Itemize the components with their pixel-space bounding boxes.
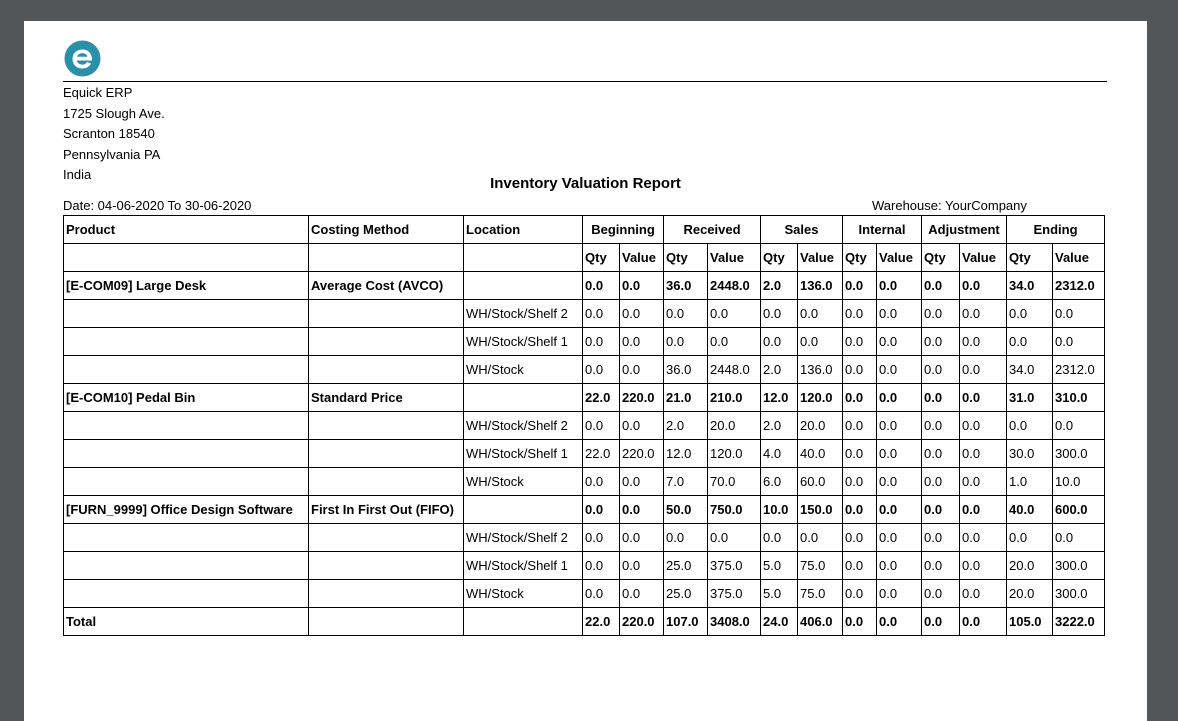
location-row (64, 356, 1105, 384)
value-cell: 0.0 (1053, 300, 1105, 328)
report-warehouse: Warehouse: YourCompany (872, 198, 1027, 213)
qty-cell: 25.0 (664, 552, 708, 580)
costing-method-cell (309, 440, 464, 468)
qty-cell: 0.0 (922, 468, 960, 496)
value-cell: 20.0 (798, 412, 843, 440)
col-header-qty: Qty (1007, 244, 1053, 272)
product-cell: [E-COM09] Large Desk (64, 272, 309, 300)
qty-cell: 34.0 (1007, 272, 1053, 300)
qty-cell: 12.0 (664, 440, 708, 468)
product-cell (64, 440, 309, 468)
total-cell: 0.0 (843, 608, 877, 636)
qty-cell: 0.0 (583, 580, 620, 608)
location-row (64, 300, 1105, 328)
product-cell (64, 412, 309, 440)
value-cell: 0.0 (877, 300, 922, 328)
costing-method-cell (309, 356, 464, 384)
qty-cell: 0.0 (583, 300, 620, 328)
value-cell: 0.0 (960, 272, 1007, 300)
value-cell: 0.0 (877, 524, 922, 552)
value-cell: 0.0 (877, 552, 922, 580)
col-header-qty: Qty (922, 244, 960, 272)
total-row (64, 608, 1105, 636)
value-cell: 136.0 (798, 272, 843, 300)
product-cell (64, 580, 309, 608)
qty-cell: 0.0 (843, 328, 877, 356)
qty-cell: 0.0 (664, 524, 708, 552)
report-date-range: Date: 04-06-2020 To 30-06-2020 (63, 198, 252, 213)
value-cell: 75.0 (798, 580, 843, 608)
value-cell: 0.0 (960, 384, 1007, 412)
value-cell: 0.0 (960, 552, 1007, 580)
value-cell: 600.0 (1053, 496, 1105, 524)
report-page (24, 21, 1147, 721)
location-row (64, 468, 1105, 496)
value-cell: 0.0 (620, 272, 664, 300)
value-cell: 0.0 (1053, 328, 1105, 356)
qty-cell: 0.0 (843, 468, 877, 496)
company-address (63, 83, 165, 186)
location-row (64, 524, 1105, 552)
total-cell: 107.0 (664, 608, 708, 636)
location-row (64, 580, 1105, 608)
col-header-group: Internal (843, 216, 922, 244)
col-header-value: Value (1053, 244, 1105, 272)
total-cell: 3408.0 (708, 608, 761, 636)
value-cell: 0.0 (877, 328, 922, 356)
qty-cell: 0.0 (664, 328, 708, 356)
total-cell: 3222.0 (1053, 608, 1105, 636)
value-cell: 300.0 (1053, 440, 1105, 468)
value-cell: 0.0 (877, 412, 922, 440)
value-cell: 0.0 (960, 468, 1007, 496)
value-cell: 0.0 (708, 328, 761, 356)
qty-cell: 0.0 (583, 468, 620, 496)
value-cell: 750.0 (708, 496, 761, 524)
total-cell: 24.0 (761, 608, 798, 636)
product-cell (64, 300, 309, 328)
location-cell: WH/Stock/Shelf 2 (464, 412, 583, 440)
qty-cell: 0.0 (664, 300, 708, 328)
qty-cell: 31.0 (1007, 384, 1053, 412)
product-cell: [E-COM10] Pedal Bin (64, 384, 309, 412)
value-cell: 0.0 (708, 300, 761, 328)
qty-cell: 0.0 (922, 496, 960, 524)
product-row (64, 384, 1105, 412)
value-cell: 10.0 (1053, 468, 1105, 496)
col-header-group: Sales (761, 216, 843, 244)
qty-cell: 0.0 (583, 412, 620, 440)
col-header-group: Adjustment (922, 216, 1007, 244)
value-cell: 0.0 (960, 524, 1007, 552)
address-line: 1725 Slough Ave. (63, 105, 165, 121)
col-header-value: Value (798, 244, 843, 272)
value-cell: 220.0 (620, 440, 664, 468)
value-cell: 0.0 (960, 496, 1007, 524)
qty-cell: 6.0 (761, 468, 798, 496)
value-cell: 70.0 (708, 468, 761, 496)
qty-cell: 0.0 (922, 524, 960, 552)
location-cell: WH/Stock/Shelf 2 (464, 300, 583, 328)
col-header-group: Beginning (583, 216, 664, 244)
address-line: India (63, 167, 92, 183)
total-cell: 105.0 (1007, 608, 1053, 636)
value-cell: 75.0 (798, 552, 843, 580)
qty-cell: 50.0 (664, 496, 708, 524)
qty-cell: 22.0 (583, 440, 620, 468)
header-divider (63, 81, 1107, 82)
table-body (64, 272, 1105, 608)
total-label: Total (64, 608, 309, 636)
value-cell: 120.0 (708, 440, 761, 468)
value-cell: 20.0 (708, 412, 761, 440)
value-cell: 375.0 (708, 580, 761, 608)
value-cell: 0.0 (960, 300, 1007, 328)
value-cell: 2448.0 (708, 356, 761, 384)
location-cell (464, 272, 583, 300)
qty-cell: 20.0 (1007, 580, 1053, 608)
qty-cell: 25.0 (664, 580, 708, 608)
value-cell: 0.0 (798, 328, 843, 356)
qty-cell: 0.0 (1007, 300, 1053, 328)
col-header-qty: Qty (664, 244, 708, 272)
value-cell: 300.0 (1053, 552, 1105, 580)
qty-cell: 10.0 (761, 496, 798, 524)
value-cell: 0.0 (620, 412, 664, 440)
qty-cell: 0.0 (843, 496, 877, 524)
location-cell: WH/Stock/Shelf 1 (464, 328, 583, 356)
value-cell: 0.0 (960, 580, 1007, 608)
location-cell: WH/Stock (464, 580, 583, 608)
value-cell: 60.0 (798, 468, 843, 496)
location-cell: WH/Stock/Shelf 1 (464, 440, 583, 468)
location-cell (464, 496, 583, 524)
qty-cell: 1.0 (1007, 468, 1053, 496)
costing-method-cell (309, 300, 464, 328)
table-header-row (64, 216, 1105, 244)
value-cell: 0.0 (877, 496, 922, 524)
qty-cell: 0.0 (583, 552, 620, 580)
value-cell: 0.0 (877, 384, 922, 412)
location-cell: WH/Stock (464, 468, 583, 496)
qty-cell: 0.0 (843, 440, 877, 468)
total-cell: 406.0 (798, 608, 843, 636)
qty-cell: 0.0 (583, 272, 620, 300)
inventory-valuation-table (63, 215, 1105, 636)
qty-cell: 0.0 (583, 524, 620, 552)
product-cell: [FURN_9999] Office Design Software (64, 496, 309, 524)
value-cell: 2448.0 (708, 272, 761, 300)
value-cell: 0.0 (877, 580, 922, 608)
qty-cell: 0.0 (843, 384, 877, 412)
value-cell: 0.0 (708, 524, 761, 552)
value-cell: 0.0 (877, 440, 922, 468)
qty-cell: 20.0 (1007, 552, 1053, 580)
product-cell (64, 328, 309, 356)
qty-cell: 0.0 (922, 328, 960, 356)
qty-cell: 0.0 (761, 300, 798, 328)
value-cell: 0.0 (877, 272, 922, 300)
qty-cell: 21.0 (664, 384, 708, 412)
qty-cell: 0.0 (922, 384, 960, 412)
qty-cell: 0.0 (761, 524, 798, 552)
value-cell: 0.0 (798, 524, 843, 552)
qty-cell: 34.0 (1007, 356, 1053, 384)
qty-cell: 0.0 (761, 328, 798, 356)
value-cell: 0.0 (620, 524, 664, 552)
costing-method-cell (309, 580, 464, 608)
value-cell: 0.0 (877, 468, 922, 496)
costing-method-cell (309, 552, 464, 580)
qty-cell: 0.0 (583, 496, 620, 524)
col-header-qty: Qty (843, 244, 877, 272)
col-header-group: Ending (1007, 216, 1105, 244)
total-cell: 0.0 (922, 608, 960, 636)
value-cell: 0.0 (620, 552, 664, 580)
qty-cell: 0.0 (583, 328, 620, 356)
product-cell (64, 552, 309, 580)
value-cell: 40.0 (798, 440, 843, 468)
product-row (64, 496, 1105, 524)
location-cell (464, 384, 583, 412)
qty-cell: 12.0 (761, 384, 798, 412)
costing-method-cell: Average Cost (AVCO) (309, 272, 464, 300)
value-cell: 136.0 (798, 356, 843, 384)
qty-cell: 0.0 (1007, 412, 1053, 440)
value-cell: 120.0 (798, 384, 843, 412)
costing-method-cell (309, 328, 464, 356)
qty-cell: 0.0 (843, 524, 877, 552)
location-cell: WH/Stock/Shelf 2 (464, 524, 583, 552)
value-cell: 220.0 (620, 384, 664, 412)
total-cell: 0.0 (960, 608, 1007, 636)
value-cell: 210.0 (708, 384, 761, 412)
product-cell (64, 356, 309, 384)
qty-cell: 0.0 (1007, 524, 1053, 552)
address-line: Scranton 18540 (63, 126, 155, 142)
col-header-costing-method: Costing Method (309, 216, 464, 244)
product-row (64, 272, 1105, 300)
total-cell: 220.0 (620, 608, 664, 636)
value-cell: 0.0 (960, 440, 1007, 468)
qty-cell: 0.0 (843, 412, 877, 440)
qty-cell: 7.0 (664, 468, 708, 496)
col-header-value: Value (960, 244, 1007, 272)
value-cell: 0.0 (620, 496, 664, 524)
qty-cell: 36.0 (664, 356, 708, 384)
table-subheader-row (64, 244, 1105, 272)
qty-cell: 2.0 (761, 272, 798, 300)
product-cell (64, 524, 309, 552)
value-cell: 0.0 (877, 356, 922, 384)
qty-cell: 2.0 (761, 356, 798, 384)
col-header-group: Received (664, 216, 761, 244)
costing-method-cell (309, 468, 464, 496)
company-logo-icon (64, 40, 101, 77)
qty-cell: 0.0 (843, 552, 877, 580)
col-header-product: Product (64, 216, 309, 244)
value-cell: 0.0 (620, 580, 664, 608)
qty-cell: 36.0 (664, 272, 708, 300)
qty-cell: 0.0 (922, 580, 960, 608)
value-cell: 375.0 (708, 552, 761, 580)
qty-cell: 0.0 (922, 440, 960, 468)
company-name: Equick ERP (63, 85, 133, 100)
costing-method-cell: First In First Out (FIFO) (309, 496, 464, 524)
qty-cell: 30.0 (1007, 440, 1053, 468)
value-cell: 0.0 (1053, 412, 1105, 440)
location-row (64, 552, 1105, 580)
qty-cell: 0.0 (922, 300, 960, 328)
col-header-qty: Qty (583, 244, 620, 272)
qty-cell: 0.0 (1007, 328, 1053, 356)
qty-cell: 5.0 (761, 580, 798, 608)
value-cell: 300.0 (1053, 580, 1105, 608)
value-cell: 0.0 (798, 300, 843, 328)
qty-cell: 2.0 (664, 412, 708, 440)
qty-cell: 2.0 (761, 412, 798, 440)
total-cell: 0.0 (877, 608, 922, 636)
qty-cell: 0.0 (922, 356, 960, 384)
value-cell: 0.0 (620, 468, 664, 496)
value-cell: 0.0 (960, 328, 1007, 356)
value-cell: 0.0 (620, 356, 664, 384)
qty-cell: 0.0 (843, 272, 877, 300)
location-row (64, 440, 1105, 468)
value-cell: 0.0 (1053, 524, 1105, 552)
address-line: Pennsylvania PA (63, 146, 161, 162)
product-cell (64, 468, 309, 496)
col-header-value: Value (620, 244, 664, 272)
qty-cell: 0.0 (922, 272, 960, 300)
col-header-value: Value (708, 244, 761, 272)
col-header-qty: Qty (761, 244, 798, 272)
value-cell: 150.0 (798, 496, 843, 524)
location-cell: WH/Stock (464, 356, 583, 384)
value-cell: 2312.0 (1053, 356, 1105, 384)
value-cell: 0.0 (960, 412, 1007, 440)
costing-method-cell (309, 524, 464, 552)
qty-cell: 0.0 (922, 552, 960, 580)
qty-cell: 0.0 (843, 356, 877, 384)
qty-cell: 0.0 (922, 412, 960, 440)
total-cell: 22.0 (583, 608, 620, 636)
value-cell: 0.0 (960, 356, 1007, 384)
qty-cell: 0.0 (583, 356, 620, 384)
qty-cell: 22.0 (583, 384, 620, 412)
costing-method-cell: Standard Price (309, 384, 464, 412)
report-title: Inventory Valuation Report (490, 175, 681, 192)
col-header-location: Location (464, 216, 583, 244)
value-cell: 0.0 (620, 328, 664, 356)
location-row (64, 328, 1105, 356)
qty-cell: 0.0 (843, 300, 877, 328)
col-header-value: Value (877, 244, 922, 272)
qty-cell: 5.0 (761, 552, 798, 580)
value-cell: 310.0 (1053, 384, 1105, 412)
costing-method-cell (309, 412, 464, 440)
value-cell: 2312.0 (1053, 272, 1105, 300)
qty-cell: 0.0 (843, 580, 877, 608)
location-row (64, 412, 1105, 440)
qty-cell: 40.0 (1007, 496, 1053, 524)
value-cell: 0.0 (620, 300, 664, 328)
location-cell: WH/Stock/Shelf 1 (464, 552, 583, 580)
qty-cell: 4.0 (761, 440, 798, 468)
